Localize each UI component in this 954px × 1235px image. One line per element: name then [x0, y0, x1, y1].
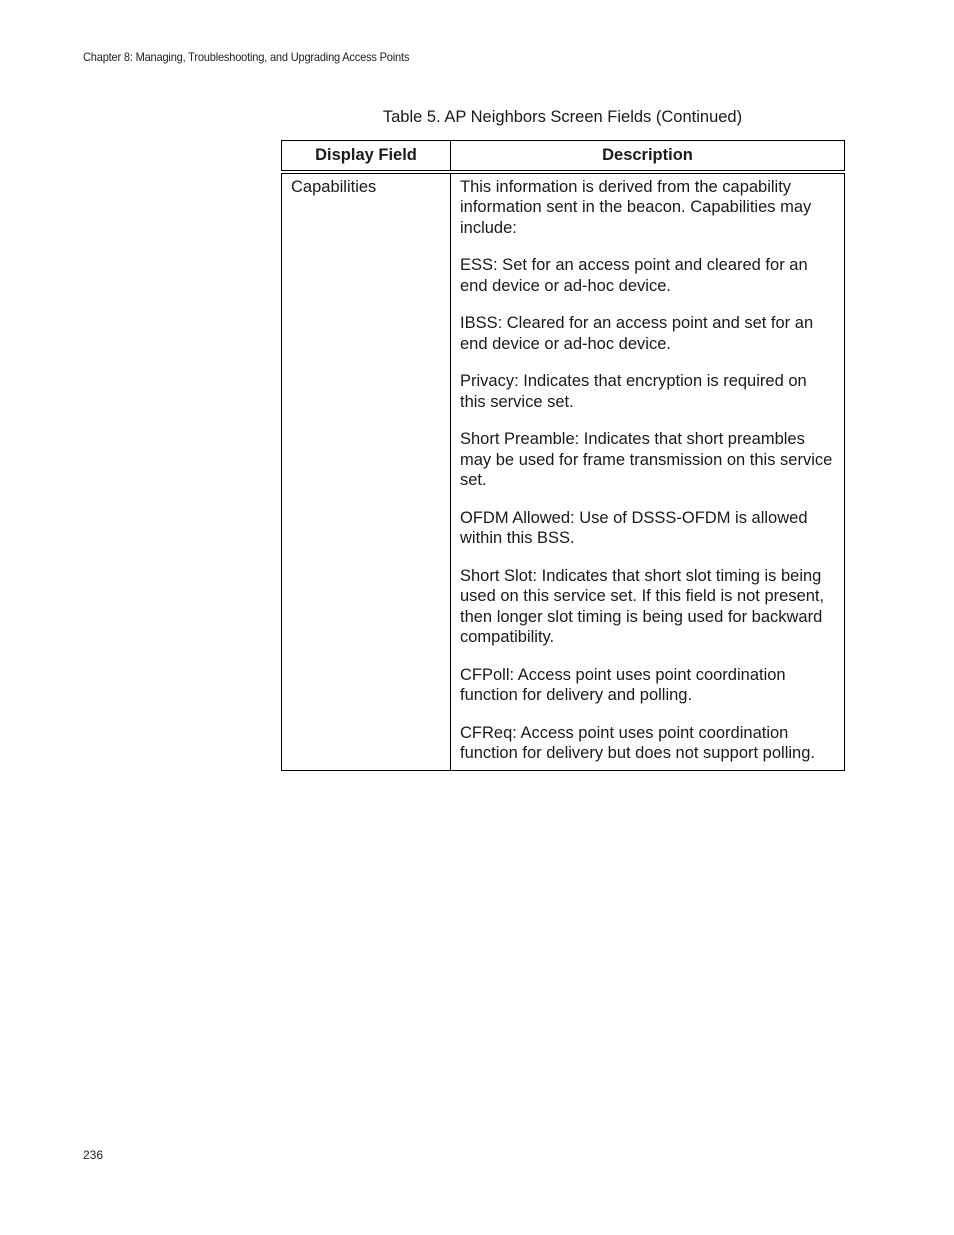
ap-neighbors-fields-table — [281, 140, 845, 771]
description-paragraph: CFPoll: Access point uses point coordination function for delivery and polling. — [460, 665, 786, 704]
description-paragraph: IBSS: Cleared for an access point and set for an end device or ad-hoc device. — [460, 314, 814, 353]
table-caption: Table 5. AP Neighbors Screen Fields (Continued) — [382, 108, 743, 126]
table-row — [282, 172, 845, 771]
description-paragraph: This information is derived from the capability information sent in the beacon. Capabilities may include: — [460, 177, 812, 237]
description-paragraph: Short Slot: Indicates that short slot timing is being used on this service set. If this field is not present, then longer slot timing is being used for backward compatibility. — [460, 566, 825, 646]
running-header: Chapter 8: Managing, Troubleshooting, and Upgrading Access Points — [83, 50, 410, 64]
page-number: 236 — [83, 1148, 104, 1162]
header-display-field: Display Field — [282, 141, 451, 172]
field-name-cell: Capabilities — [282, 172, 451, 771]
description-paragraph: Short Preamble: Indicates that short preambles may be used for frame transmission on this service set. — [460, 430, 833, 489]
description-cell — [451, 172, 845, 771]
description-paragraph: Privacy: Indicates that encryption is required on this service set. — [460, 372, 807, 411]
description-paragraph: ESS: Set for an access point and cleared for an end device or ad-hoc device. — [460, 256, 808, 295]
table-header-row — [282, 141, 845, 172]
description-paragraph: OFDM Allowed: Use of DSSS-OFDM is allowed within this BSS. — [460, 508, 808, 547]
header-description: Description — [451, 141, 845, 172]
description-paragraph: CFReq: Access point uses point coordination function for delivery but does not support polling. — [460, 723, 815, 762]
